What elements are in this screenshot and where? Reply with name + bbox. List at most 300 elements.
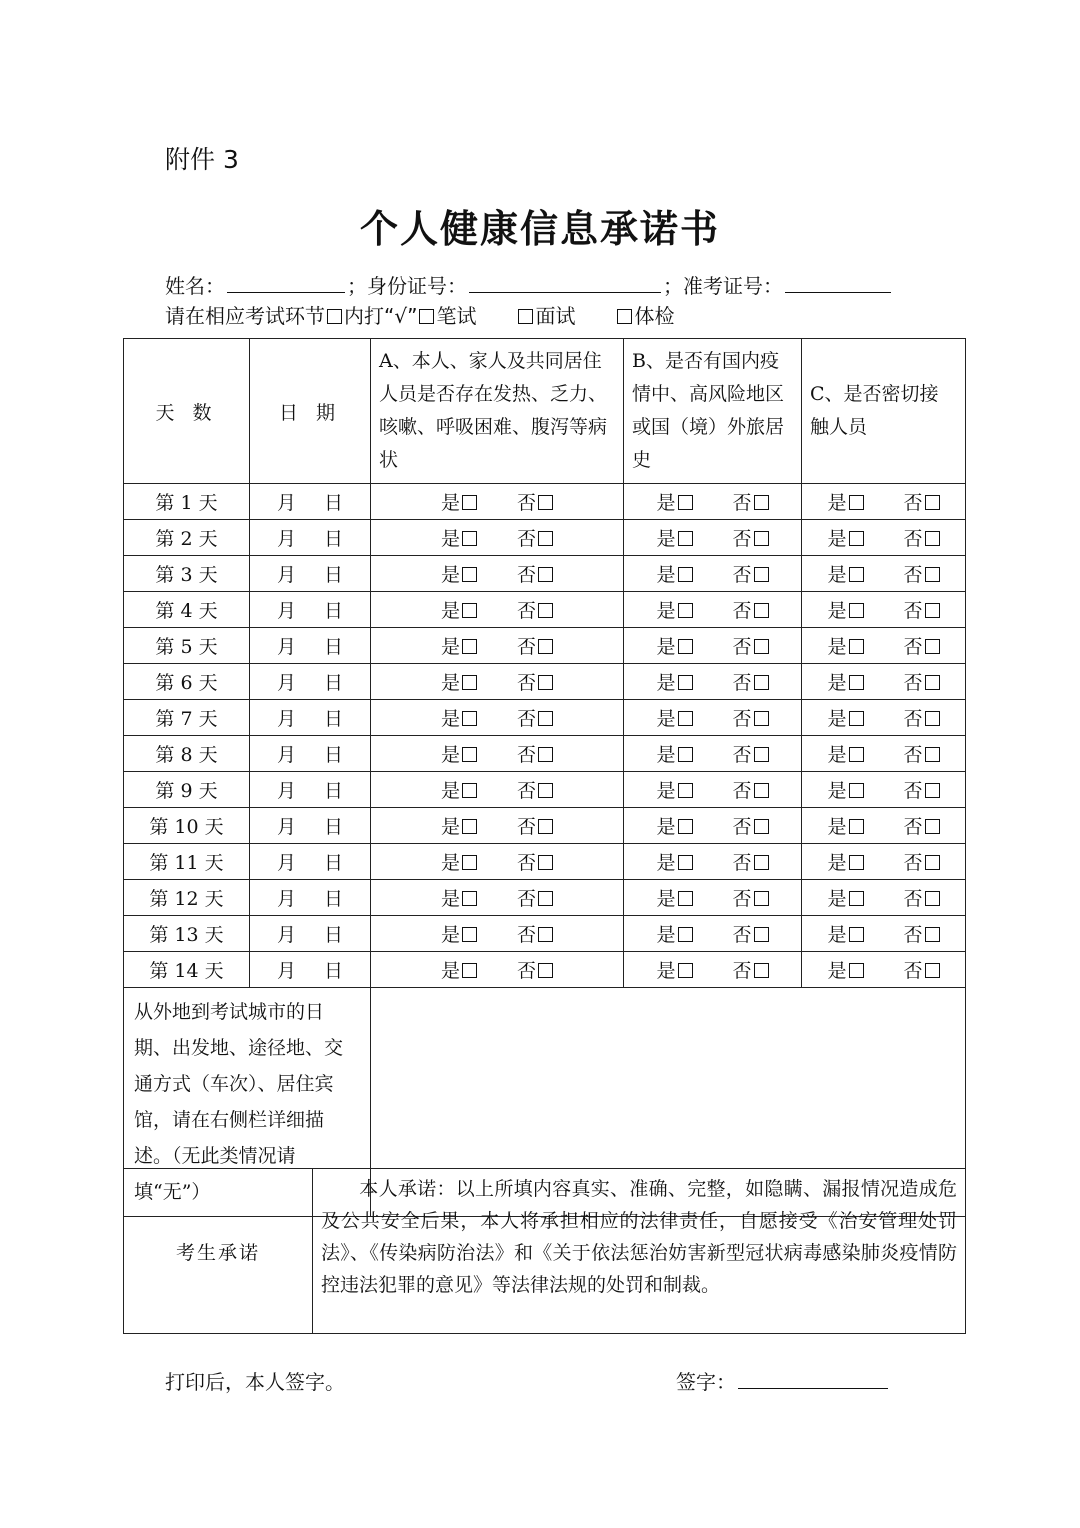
month-label: 月 <box>276 744 296 766</box>
yes-checkbox[interactable] <box>678 747 693 762</box>
answer-a-cell <box>371 520 624 556</box>
no-checkbox[interactable] <box>925 963 940 978</box>
no-label: 否 <box>732 528 752 550</box>
day-label: 第 6 天 <box>124 664 250 700</box>
day-label: 第 11 天 <box>124 844 250 880</box>
table-row <box>124 628 966 664</box>
day-label: 第 13 天 <box>124 916 250 952</box>
no-checkbox[interactable] <box>754 783 769 798</box>
yes-checkbox[interactable] <box>678 603 693 618</box>
no-label: 否 <box>903 924 923 946</box>
answer-c-cell <box>802 916 966 952</box>
answer-c-cell <box>802 736 966 772</box>
no-label: 否 <box>903 960 923 982</box>
yes-label: 是 <box>827 672 847 694</box>
table-header-row <box>124 339 966 484</box>
answer-a-cell <box>371 556 624 592</box>
day-unit-label: 日 <box>324 672 344 694</box>
yes-checkbox[interactable] <box>849 531 864 546</box>
no-checkbox[interactable] <box>538 567 553 582</box>
yes-label: 是 <box>827 960 847 982</box>
yes-checkbox[interactable] <box>678 819 693 834</box>
no-label: 否 <box>732 780 752 802</box>
day-unit-label: 日 <box>324 744 344 766</box>
no-checkbox[interactable] <box>754 639 769 654</box>
yes-checkbox[interactable] <box>678 783 693 798</box>
no-label: 否 <box>517 672 537 694</box>
table-row <box>124 916 966 952</box>
no-label: 否 <box>903 564 923 586</box>
interview-checkbox[interactable] <box>518 309 533 324</box>
answer-a-cell <box>371 700 624 736</box>
physical-exam-checkbox[interactable] <box>617 309 632 324</box>
yes-checkbox[interactable] <box>849 855 864 870</box>
header-days: 天 数 <box>124 339 250 484</box>
no-checkbox[interactable] <box>925 927 940 942</box>
yes-label: 是 <box>440 636 460 658</box>
answer-a-cell <box>371 952 624 988</box>
day-unit-label: 日 <box>324 528 344 550</box>
yes-checkbox[interactable] <box>678 675 693 690</box>
yes-label: 是 <box>656 672 676 694</box>
example-checkbox-icon <box>327 309 342 324</box>
written-exam-checkbox[interactable] <box>419 309 434 324</box>
answer-a-cell <box>371 808 624 844</box>
promise-body: 本人承诺：以上所填内容真实、准确、完整，如隐瞒、漏报情况造成危及公共安全后果，本人将承担相应的法律责任，自愿接受《治安管理处罚法》、《传染病防治法》和《关于依法惩治妨害新型冠状病毒感染肺炎疫情防控违法犯罪的意见》等法律法规的处罚和制裁。 <box>321 1178 957 1296</box>
table-row <box>124 484 966 520</box>
yes-label: 是 <box>827 528 847 550</box>
yes-checkbox[interactable] <box>678 855 693 870</box>
footer-note: 打印后，本人签字。 <box>165 1370 345 1394</box>
promise-table <box>123 1168 966 1334</box>
header-col-a: A、本人、家人及共同居住人员是否存在发热、乏力、咳嗽、呼吸困难、腹泻等病状 <box>371 339 624 484</box>
no-checkbox[interactable] <box>754 963 769 978</box>
no-label: 否 <box>517 600 537 622</box>
yes-checkbox[interactable] <box>849 927 864 942</box>
yes-label: 是 <box>656 888 676 910</box>
yes-label: 是 <box>827 852 847 874</box>
month-label: 月 <box>276 564 296 586</box>
physical-exam-label: 体检 <box>634 304 675 328</box>
no-label: 否 <box>517 492 537 514</box>
name-field[interactable] <box>227 274 345 293</box>
no-checkbox[interactable] <box>538 495 553 510</box>
answer-b-cell <box>624 628 802 664</box>
yes-checkbox[interactable] <box>462 567 477 582</box>
no-checkbox[interactable] <box>538 891 553 906</box>
yes-label: 是 <box>656 960 676 982</box>
yes-checkbox[interactable] <box>678 495 693 510</box>
month-label: 月 <box>276 960 296 982</box>
answer-b-cell <box>624 700 802 736</box>
day-unit-label: 日 <box>324 600 344 622</box>
date-cell[interactable] <box>250 808 371 844</box>
day-unit-label: 日 <box>324 852 344 874</box>
table-row <box>124 880 966 916</box>
no-checkbox[interactable] <box>925 531 940 546</box>
no-checkbox[interactable] <box>538 639 553 654</box>
no-checkbox[interactable] <box>538 711 553 726</box>
no-checkbox[interactable] <box>538 855 553 870</box>
yes-label: 是 <box>656 564 676 586</box>
day-unit-label: 日 <box>324 636 344 658</box>
no-checkbox[interactable] <box>538 603 553 618</box>
answer-b-cell <box>624 772 802 808</box>
day-unit-label: 日 <box>324 816 344 838</box>
no-label: 否 <box>903 816 923 838</box>
yes-checkbox[interactable] <box>462 531 477 546</box>
answer-c-cell <box>802 880 966 916</box>
yes-label: 是 <box>440 924 460 946</box>
date-cell[interactable] <box>250 664 371 700</box>
yes-checkbox[interactable] <box>849 783 864 798</box>
no-label: 否 <box>517 924 537 946</box>
no-checkbox[interactable] <box>754 567 769 582</box>
no-label: 否 <box>732 600 752 622</box>
answer-c-cell <box>802 628 966 664</box>
name-label: 姓名： <box>165 274 225 298</box>
no-label: 否 <box>517 744 537 766</box>
no-label: 否 <box>732 888 752 910</box>
answer-c-cell <box>802 484 966 520</box>
yes-label: 是 <box>440 528 460 550</box>
answer-c-cell <box>802 520 966 556</box>
yes-checkbox[interactable] <box>678 891 693 906</box>
answer-a-cell <box>371 592 624 628</box>
yes-checkbox[interactable] <box>462 711 477 726</box>
date-cell[interactable] <box>250 952 371 988</box>
yes-checkbox[interactable] <box>462 747 477 762</box>
no-checkbox[interactable] <box>538 747 553 762</box>
instruction-mid: 内打“√” <box>344 304 418 328</box>
no-label: 否 <box>732 636 752 658</box>
no-label: 否 <box>517 888 537 910</box>
no-checkbox[interactable] <box>538 819 553 834</box>
yes-label: 是 <box>440 600 460 622</box>
date-cell[interactable] <box>250 628 371 664</box>
answer-c-cell <box>802 592 966 628</box>
yes-label: 是 <box>827 708 847 730</box>
yes-label: 是 <box>656 744 676 766</box>
answer-b-cell <box>624 808 802 844</box>
day-label: 第 4 天 <box>124 592 250 628</box>
yes-label: 是 <box>827 744 847 766</box>
yes-checkbox[interactable] <box>849 567 864 582</box>
no-checkbox[interactable] <box>754 855 769 870</box>
no-label: 否 <box>903 636 923 658</box>
yes-label: 是 <box>440 852 460 874</box>
no-checkbox[interactable] <box>925 711 940 726</box>
no-checkbox[interactable] <box>925 495 940 510</box>
date-cell[interactable] <box>250 772 371 808</box>
yes-checkbox[interactable] <box>462 675 477 690</box>
no-checkbox[interactable] <box>925 567 940 582</box>
yes-checkbox[interactable] <box>462 783 477 798</box>
no-checkbox[interactable] <box>925 675 940 690</box>
date-cell[interactable] <box>250 880 371 916</box>
month-label: 月 <box>276 852 296 874</box>
yes-checkbox[interactable] <box>849 819 864 834</box>
month-label: 月 <box>276 780 296 802</box>
answer-a-cell <box>371 844 624 880</box>
no-label: 否 <box>517 528 537 550</box>
yes-label: 是 <box>440 672 460 694</box>
day-unit-label: 日 <box>324 492 344 514</box>
no-checkbox[interactable] <box>538 783 553 798</box>
answer-b-cell <box>624 952 802 988</box>
day-label: 第 1 天 <box>124 484 250 520</box>
date-cell[interactable] <box>250 484 371 520</box>
signature-area <box>676 1366 890 1395</box>
yes-label: 是 <box>656 600 676 622</box>
yes-label: 是 <box>656 492 676 514</box>
answer-b-cell <box>624 484 802 520</box>
day-unit-label: 日 <box>324 924 344 946</box>
date-cell[interactable] <box>250 916 371 952</box>
yes-label: 是 <box>440 960 460 982</box>
no-label: 否 <box>903 672 923 694</box>
answer-a-cell <box>371 772 624 808</box>
no-checkbox[interactable] <box>925 603 940 618</box>
yes-label: 是 <box>440 780 460 802</box>
date-cell[interactable] <box>250 556 371 592</box>
no-checkbox[interactable] <box>754 927 769 942</box>
no-label: 否 <box>903 600 923 622</box>
day-unit-label: 日 <box>324 708 344 730</box>
day-label: 第 14 天 <box>124 952 250 988</box>
no-checkbox[interactable] <box>754 675 769 690</box>
yes-checkbox[interactable] <box>849 711 864 726</box>
answer-b-cell <box>624 844 802 880</box>
day-unit-label: 日 <box>324 564 344 586</box>
answer-c-cell <box>802 556 966 592</box>
answer-c-cell <box>802 664 966 700</box>
answer-a-cell <box>371 664 624 700</box>
month-label: 月 <box>276 888 296 910</box>
no-checkbox[interactable] <box>925 855 940 870</box>
no-label: 否 <box>732 852 752 874</box>
personal-info-line <box>165 270 893 299</box>
no-label: 否 <box>732 672 752 694</box>
yes-label: 是 <box>827 888 847 910</box>
yes-label: 是 <box>656 780 676 802</box>
yes-checkbox[interactable] <box>462 963 477 978</box>
yes-checkbox[interactable] <box>678 531 693 546</box>
no-checkbox[interactable] <box>925 747 940 762</box>
day-label: 第 9 天 <box>124 772 250 808</box>
yes-checkbox[interactable] <box>849 747 864 762</box>
exam-no-label: ；准考证号： <box>663 274 783 298</box>
header-col-b: B、是否有国内疫情中、高风险地区或国（境）外旅居史 <box>624 339 802 484</box>
id-number-field[interactable] <box>469 274 661 293</box>
signature-label: 签字： <box>676 1370 736 1394</box>
yes-label: 是 <box>656 816 676 838</box>
yes-checkbox[interactable] <box>678 963 693 978</box>
interview-label: 面试 <box>535 304 576 328</box>
month-label: 月 <box>276 528 296 550</box>
no-checkbox[interactable] <box>538 675 553 690</box>
yes-checkbox[interactable] <box>849 495 864 510</box>
month-label: 月 <box>276 600 296 622</box>
yes-label: 是 <box>440 816 460 838</box>
no-checkbox[interactable] <box>538 927 553 942</box>
instruction-text: 请在相应考试环节 <box>165 304 325 328</box>
yes-label: 是 <box>656 708 676 730</box>
no-label: 否 <box>732 816 752 838</box>
no-checkbox[interactable] <box>538 963 553 978</box>
promise-text <box>313 1169 966 1334</box>
date-cell[interactable] <box>250 700 371 736</box>
yes-label: 是 <box>827 636 847 658</box>
month-label: 月 <box>276 636 296 658</box>
no-label: 否 <box>517 852 537 874</box>
month-label: 月 <box>276 816 296 838</box>
answer-a-cell <box>371 916 624 952</box>
yes-checkbox[interactable] <box>678 927 693 942</box>
day-unit-label: 日 <box>324 780 344 802</box>
answer-a-cell <box>371 484 624 520</box>
month-label: 月 <box>276 924 296 946</box>
health-table <box>123 338 966 1217</box>
table-row <box>124 952 966 988</box>
table-row <box>124 520 966 556</box>
answer-c-cell <box>802 808 966 844</box>
yes-label: 是 <box>827 780 847 802</box>
no-checkbox[interactable] <box>754 819 769 834</box>
promise-label: 考生承诺 <box>124 1169 313 1334</box>
answer-c-cell <box>802 700 966 736</box>
no-checkbox[interactable] <box>925 819 940 834</box>
yes-label: 是 <box>827 564 847 586</box>
day-label: 第 5 天 <box>124 628 250 664</box>
no-label: 否 <box>732 960 752 982</box>
no-checkbox[interactable] <box>538 531 553 546</box>
table-row <box>124 808 966 844</box>
no-checkbox[interactable] <box>925 891 940 906</box>
answer-b-cell <box>624 556 802 592</box>
month-label: 月 <box>276 708 296 730</box>
yes-label: 是 <box>656 924 676 946</box>
written-exam-label: 笔试 <box>436 304 477 328</box>
date-cell[interactable] <box>250 592 371 628</box>
table-row <box>124 736 966 772</box>
yes-checkbox[interactable] <box>462 819 477 834</box>
answer-c-cell <box>802 952 966 988</box>
yes-checkbox[interactable] <box>462 639 477 654</box>
no-label: 否 <box>732 564 752 586</box>
no-label: 否 <box>903 852 923 874</box>
table-row <box>124 592 966 628</box>
table-row <box>124 700 966 736</box>
date-cell[interactable] <box>250 736 371 772</box>
answer-c-cell <box>802 844 966 880</box>
yes-checkbox[interactable] <box>462 927 477 942</box>
table-row <box>124 844 966 880</box>
signature-field[interactable] <box>738 1370 888 1389</box>
no-label: 否 <box>517 780 537 802</box>
no-label: 否 <box>517 960 537 982</box>
yes-label: 是 <box>656 852 676 874</box>
yes-checkbox[interactable] <box>678 711 693 726</box>
no-label: 否 <box>903 528 923 550</box>
yes-checkbox[interactable] <box>462 603 477 618</box>
day-unit-label: 日 <box>324 888 344 910</box>
yes-checkbox[interactable] <box>462 495 477 510</box>
no-checkbox[interactable] <box>754 495 769 510</box>
no-label: 否 <box>903 744 923 766</box>
no-label: 否 <box>732 492 752 514</box>
answer-b-cell <box>624 520 802 556</box>
yes-label: 是 <box>440 744 460 766</box>
answer-a-cell <box>371 880 624 916</box>
yes-checkbox[interactable] <box>462 891 477 906</box>
no-label: 否 <box>517 708 537 730</box>
no-label: 否 <box>517 636 537 658</box>
no-checkbox[interactable] <box>754 603 769 618</box>
answer-b-cell <box>624 664 802 700</box>
yes-checkbox[interactable] <box>462 855 477 870</box>
yes-label: 是 <box>827 924 847 946</box>
yes-checkbox[interactable] <box>849 603 864 618</box>
header-col-c: C、是否密切接触人员 <box>802 339 966 484</box>
no-label: 否 <box>517 816 537 838</box>
yes-checkbox[interactable] <box>849 675 864 690</box>
month-label: 月 <box>276 492 296 514</box>
date-cell[interactable] <box>250 520 371 556</box>
answer-b-cell <box>624 916 802 952</box>
yes-checkbox[interactable] <box>678 639 693 654</box>
yes-label: 是 <box>656 636 676 658</box>
yes-label: 是 <box>656 528 676 550</box>
attachment-label: 附件 3 <box>165 145 239 174</box>
exam-stage-line <box>165 300 674 329</box>
answer-b-cell <box>624 736 802 772</box>
no-label: 否 <box>903 492 923 514</box>
no-checkbox[interactable] <box>754 747 769 762</box>
no-checkbox[interactable] <box>754 891 769 906</box>
yes-label: 是 <box>440 564 460 586</box>
yes-label: 是 <box>440 708 460 730</box>
answer-b-cell <box>624 592 802 628</box>
day-label: 第 10 天 <box>124 808 250 844</box>
no-label: 否 <box>517 564 537 586</box>
exam-number-field[interactable] <box>785 274 891 293</box>
no-checkbox[interactable] <box>925 639 940 654</box>
table-row <box>124 664 966 700</box>
day-label: 第 8 天 <box>124 736 250 772</box>
no-label: 否 <box>903 780 923 802</box>
document-title: 个人健康信息承诺书 <box>359 206 720 251</box>
yes-checkbox[interactable] <box>849 639 864 654</box>
no-label: 否 <box>732 924 752 946</box>
no-checkbox[interactable] <box>754 531 769 546</box>
yes-checkbox[interactable] <box>849 963 864 978</box>
no-label: 否 <box>732 708 752 730</box>
date-cell[interactable] <box>250 844 371 880</box>
yes-label: 是 <box>827 816 847 838</box>
day-label: 第 3 天 <box>124 556 250 592</box>
yes-checkbox[interactable] <box>849 891 864 906</box>
day-unit-label: 日 <box>324 960 344 982</box>
no-label: 否 <box>903 708 923 730</box>
no-checkbox[interactable] <box>754 711 769 726</box>
no-checkbox[interactable] <box>925 783 940 798</box>
yes-label: 是 <box>827 492 847 514</box>
yes-label: 是 <box>440 492 460 514</box>
yes-checkbox[interactable] <box>678 567 693 582</box>
answer-a-cell <box>371 628 624 664</box>
table-row <box>124 556 966 592</box>
